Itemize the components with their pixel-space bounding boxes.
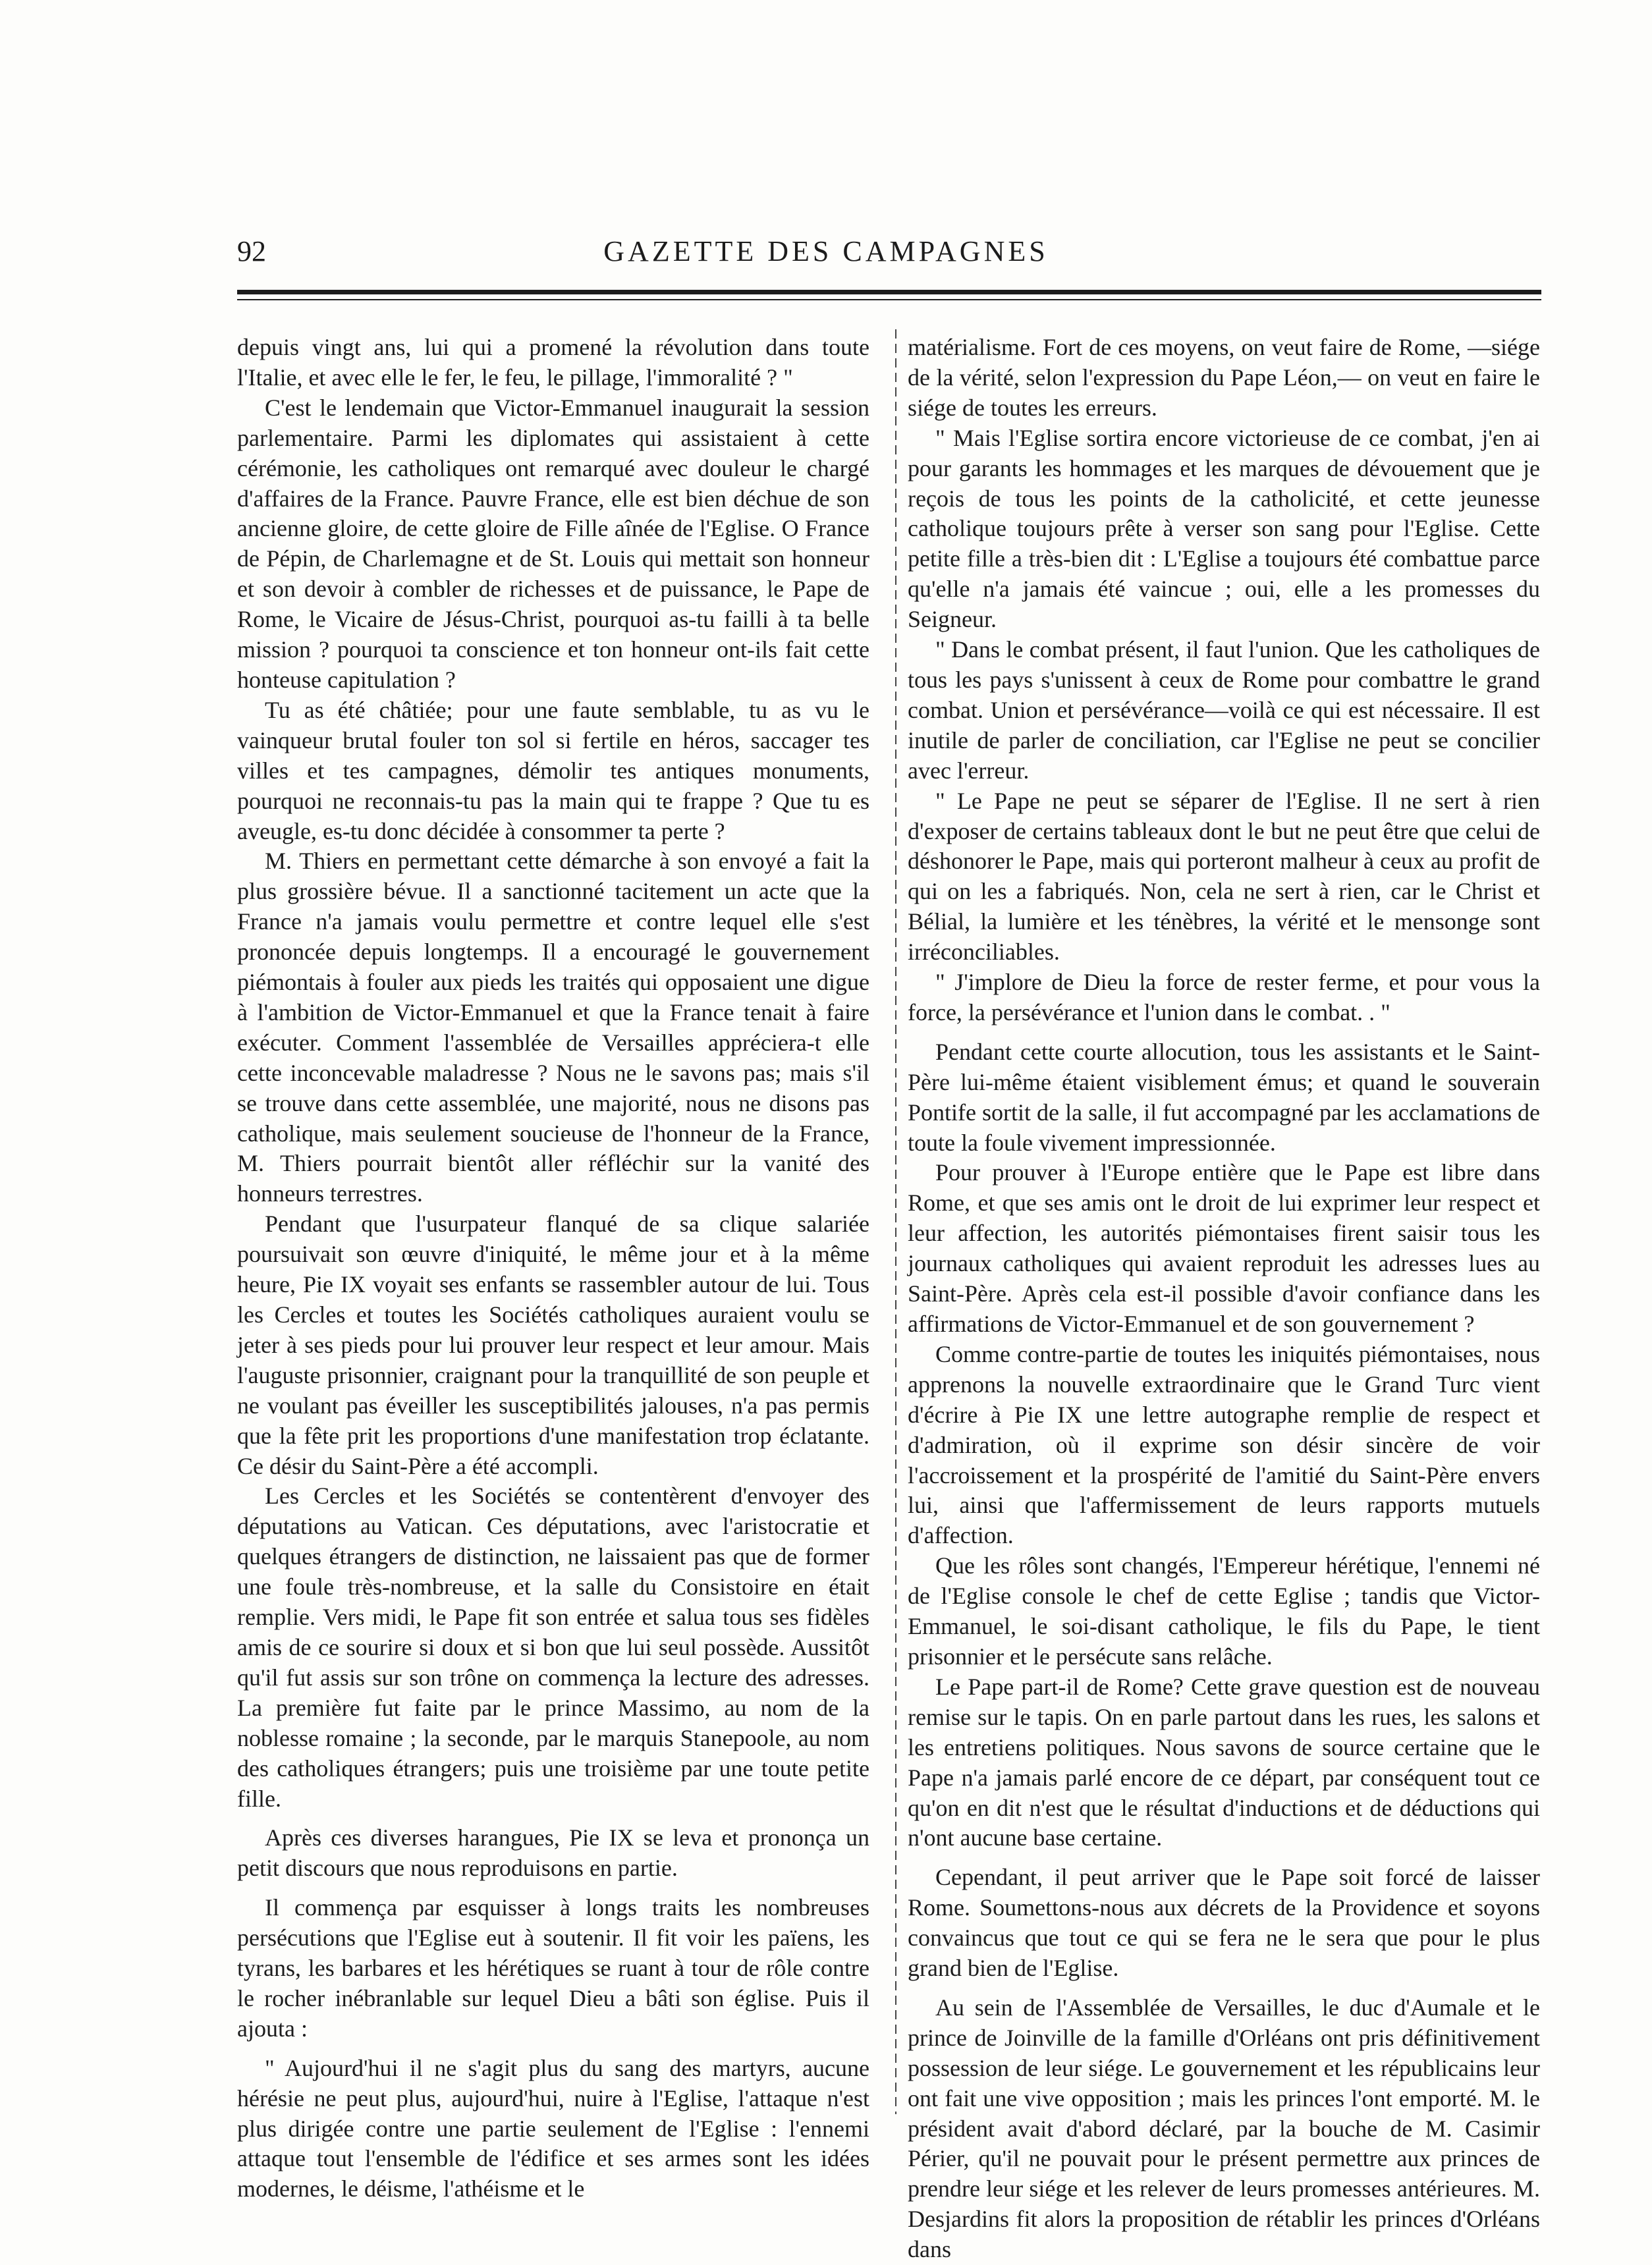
paragraph: Pendant cette courte allocution, tous les assistants et le Saint-Père lui-même étaient visiblement émus; et quand le souverain Pontife sortit de la salle, il fut accompagné par les acclamations de toute la foule vivement impressionnée. <box>908 1038 1540 1156</box>
paragraph: Pour prouver à l'Europe entière que le Pape est libre dans Rome, et que ses amis ont le droit de lui exprimer leur respect et leur affection, les autorités piémontaises firent saisir tous les journaux catholiques qui avaient reproduit les adresses lues au Saint-Père. Après cela est-il possible d'avoir confiance dans les affirmations de Victor-Emmanuel et de son gouvernement ? <box>908 1159 1540 1337</box>
masthead-title: GAZETTE DES CAMPAGNES <box>603 235 1049 267</box>
paragraph: Après ces diverses harangues, Pie IX se leva et prononça un petit discours que nous reproduisons en partie. <box>237 1824 869 1882</box>
paragraph: " Aujourd'hui il ne s'agit plus du sang des martyrs, aucune hérésie ne peut plus, aujourd'hui, nuire à l'Eglise, l'attaque n'est plus dirigée contre une partie seulement de l'Eglise : l'ennemi attaque tout l'ensemble de l'édifice et ses armes sont les idées modernes, le déisme, l'athéisme et le <box>237 2054 869 2202</box>
paragraph: Que les rôles sont changés, l'Empereur hérétique, l'ennemi né de l'Eglise console le chef de cette Eglise ; tandis que Victor-Emmanuel, le soi-disant catholique, le fils du Pape, le tient prisonnier et le persécute sans relâche. <box>908 1552 1540 1670</box>
paragraph: Les Cercles et les Sociétés se contentèrent d'envoyer des députations au Vatican. Ces députations, avec l'aristocratie et quelques étrangers de distinction, ne laissaient pas que de former une foule très-nombreuse, et la salle du Consistoire en était remplie. Vers midi, le Pape fit son entrée et salua tous ses fidèles amis de ce sourire si doux et si bon que lui seul possède. Aussitôt qu'il fut assis sur son trône on commença la lecture des adresses. La première fut faite par le prince Massimo, au nom de la noblesse romaine ; la seconde, par le marquis Stanepoole, au nom des catholiques étrangers; puis une troisième par une toute petite fille. <box>237 1483 869 1812</box>
paragraph: Le Pape part-il de Rome? Cette grave question est de nouveau remise sur le tapis. On en parle partout dans les rues, les salons et les entretiens politiques. Nous savons de source certaine que le Pape n'a jamais parlé encore de ce départ, par conséquent tout ce qu'on en dit n'est que le résultat d'inductions et de déductions qui n'ont aucune base certaine. <box>908 1673 1540 1851</box>
paragraph: M. Thiers en permettant cette démarche à son envoyé a fait la plus grossière bévue. Il a sanctionné tacitement un acte que la France n'a jamais voulu permettre et contre lequel elle s'est prononcée depuis longtemps. Il a encouragé le gouvernement piémontais à fouler aux pieds les traités qui opposaient une digue à l'ambition de Victor-Emmanuel et que la France tenait à faire exécuter. Comment l'assemblée de Versailles appréciera-t elle cette inconcevable maladresse ? Nous ne le savons pas; mais s'il se trouve dans cette assemblée, une majorité, nous ne disons pas catholique, mais seulement soucieuse de l'honneur de la France, M. Thiers pourrait bientôt aller réfléchir sur la vanité des honneurs terrestres. <box>237 848 869 1207</box>
page-header <box>0 232 1652 271</box>
paragraph: " Le Pape ne peut se séparer de l'Eglise. Il ne sert à rien d'exposer de certains tableaux dont le but ne peut être que celui de déshonorer le Pape, mais qui porteront malheur à ceux au profit de qui on les a fabriqués. Non, cela ne sert à rien, car le Christ et Bélial, la lumière et les ténèbres, la vérité et le mensonge sont irréconciliables. <box>908 787 1540 966</box>
left-column <box>237 333 869 2204</box>
header-rule-thick <box>237 290 1541 294</box>
paragraph: Tu as été châtiée; pour une faute semblable, tu as vu le vainqueur brutal fouler ton sol si fertile en héros, saccager tes villes et tes campagnes, démolir tes antiques monuments, pourquoi ne reconnais-tu pas la main qui te frappe ? Que tu es aveugle, es-tu donc décidée à consommer ta perte ? <box>237 696 869 844</box>
paragraph: Pendant que l'usurpateur flanqué de sa clique salariée poursuivait son œuvre d'iniquité, le même jour et à la même heure, Pie IX voyait ses enfants se rassembler autour de lui. Tous les Cercles et toutes les Sociétés catholiques auraient voulu se jeter à ses pieds pour lui prouver leur respect et leur amour. Mais l'auguste prisonnier, craignant pour la tranquillité de son peuple et ne voulant pas éveiller les susceptibilités jalouses, n'a pas permis que la fête prit les proportions d'une manifestation trop éclatante. Ce désir du Saint-Père a été accompli. <box>237 1211 869 1479</box>
paragraph: Il commença par esquisser à longs traits les nombreuses persécutions que l'Eglise eut à soutenir. Il fit voir les païens, les tyrans, les barbares et les hérétiques se ruant à tour de rôle contre le rocher inébranlable sur lequel Dieu a bâti son église. Puis il ajouta : <box>237 1894 869 2042</box>
right-column <box>908 333 1540 2265</box>
paragraph: " Dans le combat présent, il faut l'union. Que les catholiques de tous les pays s'unissent à ceux de Rome pour combattre le grand combat. Union et persévérance—voilà ce qui est nécessaire. Il est inutile de parler de conciliation, car l'Eglise ne peut se concilier avec l'erreur. <box>908 636 1540 784</box>
paragraph: Au sein de l'Assemblée de Versailles, le duc d'Aumale et le prince de Joinville de la famille d'Orléans ont pris définitivement possession de leur siége. Le gouvernement et les républicains leur ont fait une vive opposition ; mais les princes l'ont emporté. M. le président avait d'abord déclaré, par la bouche de M. Casimir Périer, qu'il ne pouvait pour le présent permettre aux princes de prendre leur siége et les relever de leurs promesses antérieures. M. Desjardins fit alors la proposition de rétablir les princes d'Orléans dans <box>908 1994 1540 2263</box>
paragraph: depuis vingt ans, lui qui a promené la révolution dans toute l'Italie, et avec elle le fer, le feu, le pillage, l'immoralité ? " <box>237 334 869 391</box>
column-divider <box>895 329 896 2114</box>
paragraph: " J'implore de Dieu la force de rester ferme, et pour vous la force, la persévérance et l'union dans le combat. . " <box>908 969 1540 1025</box>
paragraph: C'est le lendemain que Victor-Emmanuel inaugurait la session parlementaire. Parmi les diplomates qui assistaient à cette cérémonie, les catholiques ont remarqué avec douleur le chargé d'affaires de la France. Pauvre France, elle est bien déchue de son ancienne gloire, de cette gloire de Fille aînée de l'Eglise. O France de Pépin, de Charlemagne et de St. Louis qui mettait son honneur et son devoir à combler de richesses et de puissance, le Pape de Rome, le Vicaire de Jésus-Christ, pourquoi as-tu failli à ta belle mission ? pourquoi ta conscience et ton honneur ont-ils fait cette honteuse capitulation ? <box>237 394 869 693</box>
paragraph: Cependant, il peut arriver que le Pape soit forcé de laisser Rome. Soumettons-nous aux décrets de la Providence et soyons convaincus que tout ce qui se fera ne le sera que pour le plus grand bien de l'Eglise. <box>908 1864 1540 1982</box>
paragraph: matérialisme. Fort de ces moyens, on veut faire de Rome, —siége de la vérité, selon l'expression du Pape Léon,— on veut en faire le siége de toutes les erreurs. <box>908 334 1540 421</box>
paragraph: " Mais l'Eglise sortira encore victorieuse de ce combat, j'en ai pour garants les hommages et les marques de dévouement que je reçois de tous les points de la catholicité, et cette jeunesse catholique toujours prête à verser son sang pour l'Eglise. Cette petite fille a très-bien dit : L'Eglise a toujours été combattue parce qu'elle n'a jamais été vaincue ; oui, elle a les promesses du Seigneur. <box>908 424 1540 633</box>
paragraph: Comme contre-partie de toutes les iniquités piémontaises, nous apprenons la nouvelle extraordinaire que le Grand Turc vient d'écrire à Pie IX une lettre autographe remplie de respect et d'admiration, où il exprime son désir sincère de voir l'accroissement et la prospérité de l'amitié du Saint-Père envers lui, ainsi que l'affermissement de leurs rapports mutuels d'affection. <box>908 1340 1540 1549</box>
page-number: 92 <box>237 235 266 267</box>
header-rule-thin <box>237 299 1541 300</box>
